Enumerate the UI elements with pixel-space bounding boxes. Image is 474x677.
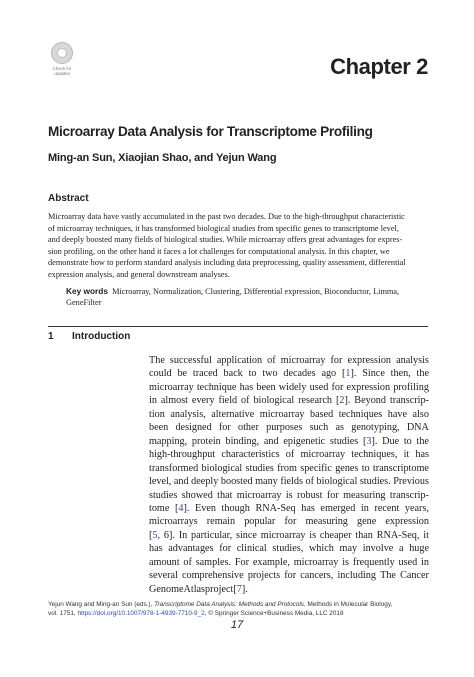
word: samples. (195, 556, 232, 568)
word: Atlas (183, 583, 206, 595)
body-line (149, 556, 429, 569)
word: specific (300, 462, 332, 474)
word: has (415, 449, 429, 461)
body-line (149, 367, 429, 380)
body-line (149, 354, 429, 367)
word: [2]. (335, 395, 351, 407)
word: back (223, 368, 243, 380)
citation-footnote (48, 601, 392, 618)
word: analysis, (170, 408, 206, 420)
word: genotyping, (351, 422, 400, 434)
word: in (360, 502, 369, 514)
word: be (177, 368, 188, 380)
word: [1]. (341, 368, 357, 380)
word: could (149, 368, 172, 380)
word: other (238, 422, 259, 434)
section-heading (48, 331, 130, 342)
word: emerged (320, 502, 356, 514)
word: it (423, 529, 429, 541)
word: measuring (305, 516, 348, 528)
word: [5, (149, 529, 161, 541)
citation-ref[interactable]: 5, (152, 529, 161, 541)
word: microarray (293, 556, 339, 568)
word: including (337, 570, 376, 582)
word: years, (404, 502, 429, 514)
author-list: Ming-an Sun, Xiaojian Shao, and Yejun Wang (48, 152, 277, 164)
word: studies (329, 435, 359, 447)
word: measuring (343, 489, 386, 501)
body-line (149, 408, 429, 421)
body-line (149, 502, 429, 515)
word: binding, (225, 435, 260, 447)
word: been (149, 422, 169, 434)
badge-line-2: updates (54, 71, 70, 76)
word: also (412, 408, 429, 420)
word: is (285, 489, 293, 501)
word: frequently (352, 556, 395, 568)
word: biological (201, 462, 243, 474)
word: [7]. (233, 583, 248, 595)
word: boosted (220, 476, 253, 488)
word: techniques, (351, 449, 398, 461)
word: a (398, 543, 404, 555)
word: transformed (149, 462, 199, 474)
footnote-series: , Methods in Molecular Biology, (304, 601, 393, 608)
word: several (149, 570, 178, 582)
word: profiling (393, 381, 429, 393)
body-line (149, 542, 429, 555)
word: tome (149, 502, 170, 514)
word: popular (244, 516, 276, 528)
word: expression (347, 355, 392, 366)
body-line (149, 448, 429, 461)
abstract-line: and deeply boosted many fields of biological studies. While microarray offers great advantages for expres- (48, 235, 403, 244)
word: transcrip- (389, 489, 429, 501)
word: it (403, 449, 410, 461)
footnote-editors: Yejun Wang and Ming-an Sun (eds.), (48, 601, 155, 608)
word: project (205, 583, 234, 595)
word: studies (149, 489, 178, 501)
word: almost (160, 395, 189, 407)
footnote-line-2 (48, 610, 392, 619)
word: to (361, 462, 370, 474)
word: has (301, 502, 315, 514)
word: for (219, 543, 232, 555)
word: involve (362, 543, 394, 555)
word: microarray (259, 408, 305, 420)
word: [3]. (362, 435, 378, 447)
word: traced (192, 368, 218, 380)
badge-line-1: Check for (52, 66, 72, 71)
word: expression (385, 516, 429, 528)
abstract-line: expression analysis, and general downstream analyses. (48, 269, 230, 279)
word: remain (206, 516, 236, 528)
word: in (421, 556, 429, 568)
word: to (248, 368, 257, 380)
word: huge (409, 543, 429, 555)
word: microarrays (149, 516, 198, 528)
word: for (284, 516, 297, 528)
word: biological (316, 476, 358, 488)
body-line (149, 475, 429, 488)
word: for (284, 570, 297, 582)
word: example, (252, 556, 290, 568)
word: designed (175, 422, 212, 434)
word: of (285, 449, 295, 461)
body-line (149, 569, 429, 582)
word: ago (321, 368, 337, 380)
citation-ref[interactable]: 1 (345, 368, 351, 380)
footnote-copyright: , © Springer Science+Business Media, LLC 2018 (204, 609, 344, 617)
abstract-line: sion profiling, on the other hand it faces a lot challenges for computational analysis. In this chapter, we (48, 246, 390, 256)
word: of (183, 556, 192, 568)
word: to (403, 435, 412, 447)
word: research (298, 395, 333, 407)
word: of (241, 395, 250, 407)
keywords-line-1 (66, 286, 399, 297)
word: RNA-Seq, (376, 529, 420, 541)
body-line (149, 489, 429, 502)
word: used (309, 381, 329, 393)
word: used (398, 556, 418, 568)
word: though (221, 502, 250, 514)
body-line (149, 462, 429, 475)
word: clinical (236, 543, 267, 555)
word: 6]. (163, 529, 175, 541)
word: showed (181, 489, 213, 501)
word: purposes (266, 422, 303, 434)
word: has (149, 543, 163, 555)
word: and (173, 476, 189, 488)
word: has (239, 381, 254, 393)
word: The (149, 355, 165, 366)
word: advantages (168, 543, 214, 555)
word: expression (346, 381, 391, 393)
word: Due (382, 435, 400, 447)
citation-ref[interactable]: 2 (339, 395, 345, 407)
keywords-line-2: GeneFilter (66, 297, 102, 307)
word: transcriptome (372, 462, 429, 474)
word: cheaper (319, 529, 352, 541)
word: application (216, 355, 263, 366)
word: comprehensive (182, 570, 244, 582)
body-line (149, 421, 429, 434)
word: successful (169, 355, 212, 366)
footnote-line-1 (48, 601, 392, 610)
body-line (149, 583, 429, 596)
word: high-throughput (149, 449, 216, 461)
word: which (308, 543, 334, 555)
chapter-title: Microarray Data Analysis for Transcriptome Profiling (48, 124, 373, 139)
word: technique (196, 381, 237, 393)
keywords-label: Key words (66, 286, 108, 296)
word: and (263, 435, 279, 447)
word: Beyond (354, 395, 386, 407)
word: alternative (211, 408, 255, 420)
word: transcrip- (389, 395, 429, 407)
abstract-heading: Abstract (48, 193, 89, 204)
abstract-line: demonstrate how to perform standard analysis including data preprocessing, quality assessment, differential (48, 258, 406, 267)
word: studies, (272, 543, 304, 555)
word: every (191, 395, 215, 407)
body-line (149, 394, 429, 407)
doi-link[interactable]: https://doi.org/10.1007/978-1-4939-7710-9_2 (77, 609, 205, 617)
word: is (342, 556, 350, 568)
update-icon (51, 42, 73, 64)
word: widely (278, 381, 307, 393)
word: level, (149, 476, 172, 488)
word: decades (283, 368, 316, 380)
word: field (218, 395, 238, 407)
word: is (309, 529, 317, 541)
word: from (277, 462, 297, 474)
word: RNA-Seq (255, 502, 296, 514)
word: For (234, 556, 250, 568)
word: microarray (300, 449, 346, 461)
word: tion (149, 408, 165, 420)
word: been (256, 381, 276, 393)
word: microarray (280, 355, 326, 366)
word: studies. (359, 476, 391, 488)
word: have (387, 408, 408, 420)
word: deeply (191, 476, 219, 488)
section-title: Introduction (72, 331, 131, 342)
word: for (218, 422, 231, 434)
word: such (309, 422, 329, 434)
word: DNA (406, 422, 429, 434)
word: In (178, 529, 188, 541)
word: microarray (149, 381, 194, 393)
word: in (149, 395, 157, 407)
abstract-line: Microarray data have vastly accumulated in the past two decades. Due to the high-throughput characteristic (48, 212, 405, 221)
word: two (262, 368, 278, 380)
word: then, (390, 368, 411, 380)
word: for (331, 381, 344, 393)
word: many (255, 476, 278, 488)
chapter-label: Chapter 2 (330, 54, 428, 79)
word: for (326, 489, 339, 501)
word: projects (247, 570, 281, 582)
page-number: 17 (230, 619, 244, 631)
word: [4]. (174, 502, 190, 514)
word: gene (357, 516, 377, 528)
word: that (217, 489, 233, 501)
section-number: 1 (48, 331, 54, 342)
word: Since (362, 368, 385, 380)
word: robust (297, 489, 323, 501)
body-line (149, 435, 429, 448)
keywords-text: Microarray, Normalization, Clustering, Differential expression, Bioconductor, Limma, (112, 287, 400, 296)
citation-ref[interactable]: 7 (236, 583, 242, 595)
word: for (330, 355, 343, 366)
citation-ref[interactable]: 3 (366, 435, 372, 447)
word: based (309, 408, 334, 420)
footnote-book-title: Transcriptome Data Analysis: Methods and Protocols (154, 601, 304, 608)
word: biological (253, 395, 295, 407)
word: mapping, (149, 435, 188, 447)
word: as (335, 422, 344, 434)
word: microarray (260, 529, 306, 541)
body-line (149, 529, 429, 542)
word: amount (149, 556, 180, 568)
abstract-line: of microarray techniques, it has transformed biological studies from specific genes to transcriptome level, (48, 223, 399, 233)
word: epigenetic (283, 435, 326, 447)
word: than (355, 529, 373, 541)
footnote-volume: vol. 1751, (48, 609, 78, 617)
word: cancers, (300, 570, 334, 582)
word: The (380, 570, 396, 582)
word: Even (195, 502, 216, 514)
word: the (416, 368, 429, 380)
word: characteristics (221, 449, 280, 461)
word: recent (374, 502, 400, 514)
word: Genome (149, 583, 184, 595)
section-rule (48, 326, 428, 327)
word: microarray (236, 489, 282, 501)
word: since (236, 529, 257, 541)
word: fields (280, 476, 303, 488)
word: may (339, 543, 358, 555)
body-line (149, 381, 429, 394)
word: the (416, 435, 429, 447)
word: analysis (396, 355, 429, 366)
word: particular, (191, 529, 233, 541)
word: of (267, 355, 276, 366)
word: studies (245, 462, 274, 474)
citation-ref[interactable]: 4 (178, 502, 184, 514)
check-for-updates-badge[interactable] (42, 42, 82, 78)
word: techniques (338, 408, 383, 420)
word: Previous (393, 476, 429, 488)
word: genes (335, 462, 359, 474)
word: protein (191, 435, 221, 447)
word: of (305, 476, 314, 488)
word: Cancer (400, 570, 429, 582)
body-line (149, 515, 429, 528)
